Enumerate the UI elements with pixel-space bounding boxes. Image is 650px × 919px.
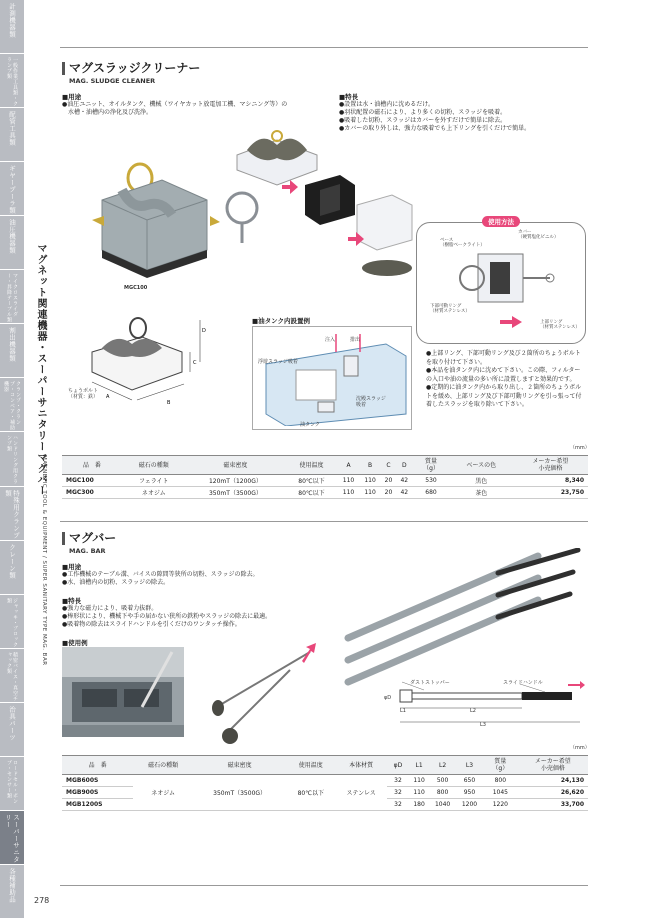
svg-text:B: B — [167, 400, 171, 406]
table-header-cell: メーカー希望 小売価格 — [513, 456, 588, 475]
sidebar-tab[interactable] — [0, 216, 24, 270]
sludge-feature-item: ●カバーの取り外しは、強力な吸着でも上下リングを引くだけで簡単。 — [339, 125, 531, 132]
table-cell: 680 — [412, 487, 449, 499]
sidebar-tab[interactable] — [0, 108, 24, 162]
tank-label-tank: 油タンク — [300, 422, 320, 428]
table-cell: 80℃以下 — [286, 775, 335, 811]
table-cell: MGB600S — [62, 775, 133, 787]
bar-use-item: ●水、油槽内の切粉、スラッジの除去。 — [62, 579, 170, 586]
table-cell: 1200 — [456, 799, 483, 811]
table-cell: ステンレス — [335, 775, 386, 811]
arrow-icon — [282, 180, 298, 194]
sidebar-tab-label: 治具パーツ — [8, 705, 16, 741]
bar-label-stopper: ダストストッパー — [410, 680, 450, 686]
sidebar-tab-label: ハンドリング用クランプ類 — [6, 435, 18, 485]
sidebar-tab[interactable] — [0, 324, 24, 378]
mag-bar-product-image — [338, 548, 590, 688]
top-rule — [60, 47, 588, 48]
sidebar-tab-label: 一般作業工具類・クランプ類 — [6, 57, 18, 107]
table-header-cell: 本体材質 — [335, 756, 386, 775]
table-cell: 23,750 — [513, 487, 588, 499]
sidebar-tab-label: 各種補助品 — [8, 867, 16, 903]
sidebar-tab[interactable] — [0, 378, 24, 432]
tank-diagram — [256, 334, 408, 426]
table-header-cell: L1 — [409, 756, 429, 775]
sludge-feature-item: ●羽状配置の磁石により、より多くの切粉、スラッジを吸着。 — [339, 109, 507, 116]
sidebar-tab-label: 油圧機器類 — [8, 219, 16, 255]
bar-title-jp: マグバー — [62, 532, 116, 545]
page-number: 278 — [34, 896, 50, 905]
table-cell: 500 — [429, 775, 456, 787]
table-cell: MGC100 — [62, 475, 122, 487]
table-cell: 20 — [381, 487, 396, 499]
table-header-cell: 使用温度 — [286, 756, 335, 775]
usage-notes-list — [426, 350, 586, 410]
sludge-feature-list — [339, 101, 589, 133]
sludge-unit: （mm） — [570, 445, 590, 451]
table-cell: 950 — [456, 787, 483, 799]
usage-note-item: ●本品を油タンク内に沈めて下さい。この際、フィルターの入口や油の流量の多い所に設置しますと効果的です。 — [426, 367, 581, 383]
table-header-cell: 品 番 — [62, 456, 122, 475]
table-header-cell: A — [338, 456, 360, 475]
tank-label-sink: 沈殿スラッジ 吸着 — [356, 396, 386, 408]
table-cell: 茶色 — [450, 487, 513, 499]
table-header-cell: 磁石の種類 — [133, 756, 193, 775]
usage-method-badge: 使用方法 — [482, 216, 520, 227]
sidebar-tab-label: スーパーサニタリー — [4, 813, 20, 863]
usage-label-lower-ring: 下部可動リング （材質ステンレス） — [430, 304, 470, 314]
table-header-cell: L2 — [429, 756, 456, 775]
bar-use-list — [62, 571, 362, 587]
table-cell: 530 — [412, 475, 449, 487]
table-cell: 120mT（1200G） — [186, 475, 285, 487]
table-header-cell: 使用温度 — [285, 456, 338, 475]
table-cell: 1045 — [483, 787, 518, 799]
table-cell: 33,700 — [518, 799, 588, 811]
bar-feature-item: ●棒形状により、機械下や手の届かない狭所の鉄粉やスラッジの除去に最適。 — [62, 613, 272, 620]
bar-label-handle: スライドハンドル — [503, 680, 543, 686]
sludge-use-label: ■用途 — [62, 93, 82, 101]
usage-note-item: ●上部リング、下部可動リング及び２箇所のちょうボルトを取り付けて下さい。 — [426, 350, 581, 366]
mgc100-product-image — [92, 130, 222, 280]
table-cell: 42 — [396, 475, 412, 487]
bar-use-label: ■用途 — [62, 563, 82, 571]
mag-bar-in-use-image — [200, 650, 320, 750]
sidebar-tab[interactable] — [0, 595, 24, 649]
sidebar-tab-label: 特殊用クランプ類 — [4, 489, 20, 539]
table-cell: 32 — [387, 799, 409, 811]
table-header-cell: 磁石の種類 — [122, 456, 186, 475]
tank-label-outlet: 排出 — [350, 337, 361, 343]
sidebar-tab[interactable] — [0, 162, 24, 216]
bar-label-L1: L1 — [400, 708, 406, 714]
table-cell: 110 — [359, 487, 381, 499]
bar-title-en: MAG. BAR — [69, 547, 106, 555]
bar-heading — [62, 532, 116, 555]
table-cell: 110 — [359, 475, 381, 487]
table-cell: 180 — [409, 799, 429, 811]
mag-bar-dimension-drawing — [380, 680, 585, 726]
arrow-icon-2 — [348, 232, 364, 246]
table-cell: 黒色 — [450, 475, 513, 487]
sidebar-tab[interactable] — [0, 649, 24, 703]
usage-label-upper-ring: 上部リング （材質ステンレス） — [540, 320, 580, 330]
bar-feature-item: ●強力な磁力により、吸着力抜群。 — [62, 605, 158, 612]
table-cell: 350mT（3500G） — [193, 775, 286, 811]
dimension-bolt-label: ちょうボルト （材質：鉄） — [68, 388, 99, 400]
tank-label-inlet: 注入 — [325, 337, 336, 343]
table-cell: 20 — [381, 475, 396, 487]
sidebar-tab-label: ロードセル・ポンプ・センサー類 — [6, 759, 18, 804]
usage-note-item: ●定期的に油タンク内から取り出し、２箇所のちょうボルトを緩め、上部リング及び下部可動リングを引っ張って付着したスラッジを取り除いて下さい。 — [426, 384, 582, 408]
table-cell: 650 — [456, 775, 483, 787]
category-title-en: MAGNETIC TOOL & EQUIPMENT / SUPER SANITARY TYPE MAG. BAR — [41, 455, 47, 666]
table-cell: 1220 — [483, 799, 518, 811]
table-cell: 42 — [396, 487, 412, 499]
table-cell: 1040 — [429, 799, 456, 811]
table-cell: 8,340 — [513, 475, 588, 487]
svg-text:C: C — [193, 360, 197, 366]
model-label-mgc100: MGC100 — [124, 285, 148, 291]
sidebar-tab-label: ギヤープーラ類 — [8, 165, 16, 215]
sidebar-tab[interactable] — [0, 487, 24, 541]
table-cell: 24,130 — [518, 775, 588, 787]
sidebar-tab[interactable] — [0, 541, 24, 595]
sidebar-tab-label: ジャッキ・ブロック類 — [6, 597, 18, 648]
bar-arrow-icon — [300, 643, 316, 663]
sludge-feature-label: ■特長 — [339, 93, 359, 101]
sludge-title-en: MAG. SLUDGE CLEANER — [69, 77, 156, 85]
sidebar-tab-label: クレーン類 — [8, 543, 16, 579]
table-header-cell: C — [381, 456, 396, 475]
sidebar-tab-label: 計測機器類 — [8, 3, 16, 38]
sidebar — [0, 0, 24, 919]
sidebar-tab-label: クランプ・クランプ・コンベア・補助機器 — [3, 381, 21, 431]
table-cell: 110 — [338, 487, 360, 499]
table-header-cell: L3 — [456, 756, 483, 775]
table-cell: ネオジム — [133, 775, 193, 811]
table-header-cell: B — [359, 456, 381, 475]
table-cell: フェライト — [122, 475, 186, 487]
sidebar-tab-label: 精密バイス・真空チャック類 — [6, 651, 18, 702]
bar-label-L3: L3 — [480, 722, 486, 728]
sludge-heading — [62, 62, 200, 85]
table-header-cell: 磁束密度 — [186, 456, 285, 475]
table-header-cell: メーカー希望 小売価格 — [518, 756, 588, 775]
svg-text:D: D — [202, 328, 206, 334]
sidebar-tab-label: 割出機器類 — [8, 327, 16, 363]
table-cell: 110 — [409, 775, 429, 787]
bar-label-phiD: φD — [384, 695, 392, 701]
table-cell: 110 — [409, 787, 429, 799]
sidebar-tab[interactable] — [0, 703, 24, 757]
table-header-cell: 磁束密度 — [193, 756, 286, 775]
table-row — [62, 487, 588, 499]
bar-feature-list — [62, 605, 362, 629]
tank-example-label: ■油タンク内設置例 — [252, 317, 311, 325]
usage-label-cover: カバー （硬質塩化ビニル） — [518, 230, 559, 240]
sidebar-tab[interactable] — [0, 432, 24, 486]
bar-unit: （mm） — [570, 745, 590, 751]
table-header-cell: ベースの色 — [450, 456, 513, 475]
table-cell: 26,620 — [518, 787, 588, 799]
bar-example-label: ■使用例 — [62, 639, 88, 647]
table-cell: 32 — [387, 787, 409, 799]
sludge-feature-item: ●設置は水・油槽内に沈めるだけ。 — [339, 101, 434, 108]
ring-image — [222, 188, 264, 246]
table-cell: MGB1200S — [62, 799, 133, 811]
table-header-cell: 質量 （g） — [483, 756, 518, 775]
sidebar-tab-label: 配管工具類 — [8, 111, 16, 147]
table-header-cell: D — [396, 456, 412, 475]
sidebar-tab[interactable] — [0, 270, 24, 324]
tank-label-float: 浮遊スラッジ吸着 — [258, 359, 298, 365]
sidebar-tab[interactable] — [0, 0, 24, 54]
sidebar-tab[interactable] — [0, 54, 24, 108]
sludge-use-text: ●油圧ユニット、オイルタンク、機械（ワイヤカット放電加工機、マシニング等）の 水槽・油槽内の浄化及び洗浄。 — [62, 101, 288, 116]
table-row — [62, 475, 588, 487]
section-rule — [60, 521, 588, 522]
mag-bar-usage-photo — [62, 647, 184, 737]
table-cell: MGC300 — [62, 487, 122, 499]
table-header-cell: 品 番 — [62, 756, 133, 775]
table-header-cell: φD — [387, 756, 409, 775]
table-cell: 80℃以下 — [285, 487, 338, 499]
bottom-rule — [60, 885, 588, 886]
table-cell: ネオジム — [122, 487, 186, 499]
sludge-title-jp: マグスラッジクリーナー — [62, 62, 200, 75]
table-cell: 80℃以下 — [285, 475, 338, 487]
table-cell: 800 — [429, 787, 456, 799]
table-header-cell: 質量 （g） — [412, 456, 449, 475]
sidebar-tab[interactable] — [0, 811, 24, 865]
sidebar-tab[interactable] — [0, 757, 24, 811]
table-cell: 350mT（3500G） — [186, 487, 285, 499]
sludge-feature-item: ●吸着した切粉、スラッジはカバーを外すだけで簡単に除去。 — [339, 117, 507, 124]
bar-spec-table — [62, 755, 588, 811]
bar-feature-label: ■特長 — [62, 597, 82, 605]
usage-label-base: ベース （樹脂ベークライト） — [440, 238, 485, 248]
bar-use-item: ●工作機械のテーブル溝、バイスの隙間等狭所の切粉、スラッジの除去。 — [62, 571, 259, 578]
bar-feature-item: ●吸着物の除去はスライドハンドルを引くだけのワンタッチ操作。 — [62, 621, 241, 628]
usage-arrow-icon — [500, 316, 522, 328]
sludge-spec-table — [62, 455, 588, 499]
sidebar-tab[interactable] — [0, 865, 24, 919]
cover-black-image — [300, 170, 360, 230]
svg-text:A: A — [106, 394, 110, 400]
table-cell: MGB900S — [62, 787, 133, 799]
table-cell: 32 — [387, 775, 409, 787]
bar-label-L2: L2 — [470, 708, 476, 714]
table-cell: 110 — [338, 475, 360, 487]
table-row — [62, 775, 588, 787]
category-title-jp: マグネット関連機器・スーパーサニタリーマグバー — [35, 243, 46, 496]
table-cell: 800 — [483, 775, 518, 787]
sidebar-tab-label: マイクロスライダー・昇降テーブル類 — [6, 273, 18, 323]
